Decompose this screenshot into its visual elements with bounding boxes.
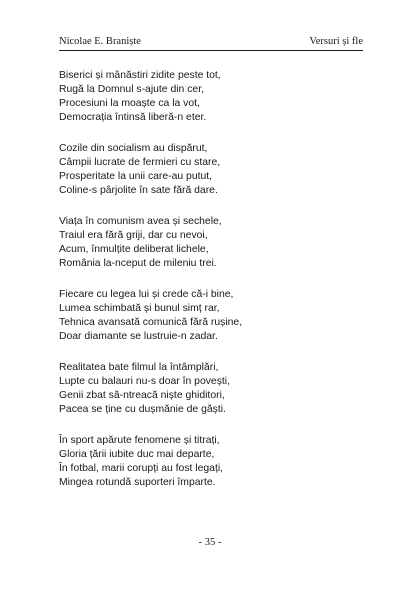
stanza [59,215,379,271]
verse-line: Realitatea bate filmul la întâmplări, [59,362,219,373]
verse-line: Câmpii lucrate de fermieri cu stare, [59,157,221,168]
verse-line: Gloria țării iubite duc mai departe, [59,449,215,460]
verse-line: Doar diamante se lustruie-n zadar. [59,331,218,342]
stanza [59,142,379,198]
verse-line: Procesiuni la moaște ca la vot, [59,98,200,109]
poem-body [59,69,379,507]
stanza [59,361,379,417]
verse-line: În sport apărute fenomene și titrați, [59,435,220,446]
running-header [59,36,363,51]
header-book-title: Versuri și fle [309,36,363,47]
verse-line: Viața în comunism avea și sechele, [59,216,222,227]
verse-line: Acum, înmulțite deliberat lichele, [59,244,209,255]
verse-line: Lupte cu balauri nu-s doar în povești, [59,376,230,387]
verse-line: Pacea se ține cu dușmănie de găști. [59,404,226,415]
verse-line: Coline-s pârjolite în sate fără dare. [59,185,218,196]
stanza [59,434,379,490]
verse-line: Cozile din socialism au dispărut, [59,143,208,154]
verse-line: Biserici și mânăstiri zidite peste tot, [59,70,221,81]
verse-line: Lumea schimbată și bunul simț rar, [59,303,220,314]
verse-line: România la-nceput de mileniu trei. [59,258,217,269]
verse-line: Democrația întinsă liberă-n eter. [59,112,207,123]
stanza [59,288,379,344]
verse-line: Prosperitate la unii care-au putut, [59,171,213,182]
verse-line: Genii zbat să-ntreacă niște ghiditori, [59,390,225,401]
header-author: Nicolae E. Braniște [59,36,141,47]
verse-line: Traiul era fără griji, dar cu nevoi, [59,230,208,241]
verse-line: Mingea rotundă suporteri împarte. [59,477,216,488]
page-number: - 35 - [198,537,222,548]
verse-line: În fotbal, marii corupți au fost legați, [59,463,224,474]
verse-line: Fiecare cu legea lui și crede că-i bine, [59,289,234,300]
stanza [59,69,379,125]
verse-line: Tehnica avansată comunică fără rușine, [59,317,243,328]
verse-line: Rugă la Domnul s-ajute din cer, [59,84,204,95]
